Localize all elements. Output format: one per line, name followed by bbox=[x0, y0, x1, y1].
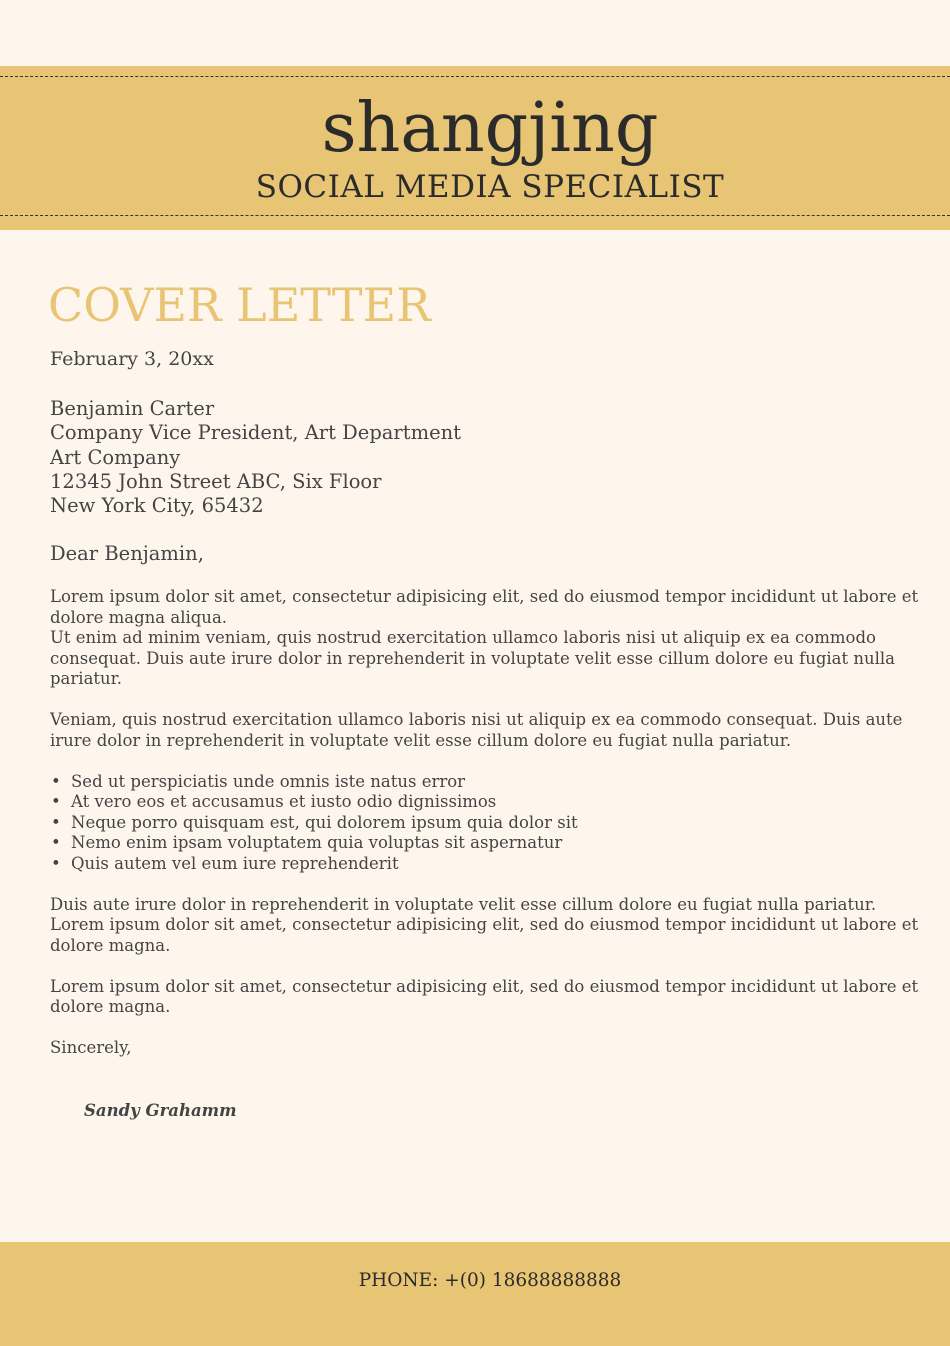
paragraph-3-line-a: Duis aute irure dolor in reprehenderit in voluptate velit esse cillum dolore eu fugiat nulla pariatur. bbox=[50, 894, 877, 914]
bullet-icon: • bbox=[51, 812, 61, 832]
header-band bbox=[0, 66, 950, 230]
list-item-text: Sed ut perspiciatis unde omnis iste natus error bbox=[71, 771, 466, 791]
bullet-list bbox=[50, 772, 925, 875]
bullet-icon: • bbox=[51, 833, 61, 852]
applicant-name: shangjing bbox=[321, 89, 659, 168]
recipient-company: Art Company bbox=[50, 445, 181, 469]
bullet-icon: • bbox=[51, 853, 61, 873]
closing: Sincerely, bbox=[50, 1038, 132, 1057]
recipient-name: Benjamin Carter bbox=[50, 397, 215, 420]
list-item-text: Neque porro quisquam est, qui dolorem ipsum quia dolor sit bbox=[71, 812, 578, 832]
recipient-block bbox=[50, 397, 461, 518]
list-item-text: At vero eos et accusamus et iusto odio dignissimos bbox=[71, 792, 497, 811]
letter-date: February 3, 20xx bbox=[50, 348, 214, 370]
footer-band bbox=[0, 1242, 950, 1346]
body-paragraph-1 bbox=[50, 587, 925, 690]
signature: Sandy Grahamm bbox=[84, 1101, 237, 1120]
paragraph-1-line-a: Lorem ipsum dolor sit amet, consectetur adipisicing elit, sed do eiusmod tempor incididunt ut labore et dolore magna aliqua. bbox=[50, 587, 919, 627]
bottom-dashed-divider bbox=[0, 215, 950, 216]
body-paragraph-4: Lorem ipsum dolor sit amet, consectetur adipisicing elit, sed do eiusmod tempor incididunt ut labore et dolore magna. bbox=[50, 976, 919, 1016]
salutation: Dear Benjamin, bbox=[50, 542, 204, 565]
bullet-icon: • bbox=[51, 771, 61, 791]
list-item bbox=[50, 772, 925, 793]
list-item bbox=[50, 792, 925, 813]
top-dashed-divider bbox=[0, 76, 950, 77]
list-item-text: Nemo enim ipsam voluptatem quia voluptas sit aspernatur bbox=[71, 833, 563, 852]
body-paragraph-2: Veniam, quis nostrud exercitation ullamco laboris nisi ut aliquip ex ea commodo consequat. Duis aute irure dolor in reprehenderit in voluptate velit esse cillum dolore eu fugiat nulla pariatur. bbox=[50, 710, 903, 750]
list-item bbox=[50, 854, 925, 875]
body-paragraph-3 bbox=[50, 895, 925, 957]
recipient-street: 12345 John Street ABC, Six Floor bbox=[50, 469, 382, 493]
list-item-text: Quis autem vel eum iure reprehenderit bbox=[71, 853, 399, 873]
list-item bbox=[50, 833, 925, 854]
job-title: SOCIAL MEDIA SPECIALIST bbox=[255, 169, 725, 205]
phone-number: PHONE: +(0) 18688888888 bbox=[358, 1270, 622, 1291]
recipient-title: Company Vice President, Art Department bbox=[50, 421, 462, 445]
list-item bbox=[50, 813, 925, 834]
paragraph-1-line-b: Ut enim ad minim veniam, quis nostrud exercitation ullamco laboris nisi ut aliquip ex ea commodo consequat. Duis aute irure dolor in reprehenderit in voluptate velit esse cillum dolore eu fugiat nulla pariatur. bbox=[50, 628, 896, 688]
bullet-icon: • bbox=[51, 792, 61, 811]
paragraph-3-line-b: Lorem ipsum dolor sit amet, consectetur adipisicing elit, sed do eiusmod tempor incididunt ut labore et dolore magna. bbox=[50, 915, 919, 955]
letter-body bbox=[50, 587, 925, 1079]
cover-letter-heading: COVER LETTER bbox=[48, 278, 431, 332]
recipient-city: New York City, 65432 bbox=[50, 494, 264, 518]
